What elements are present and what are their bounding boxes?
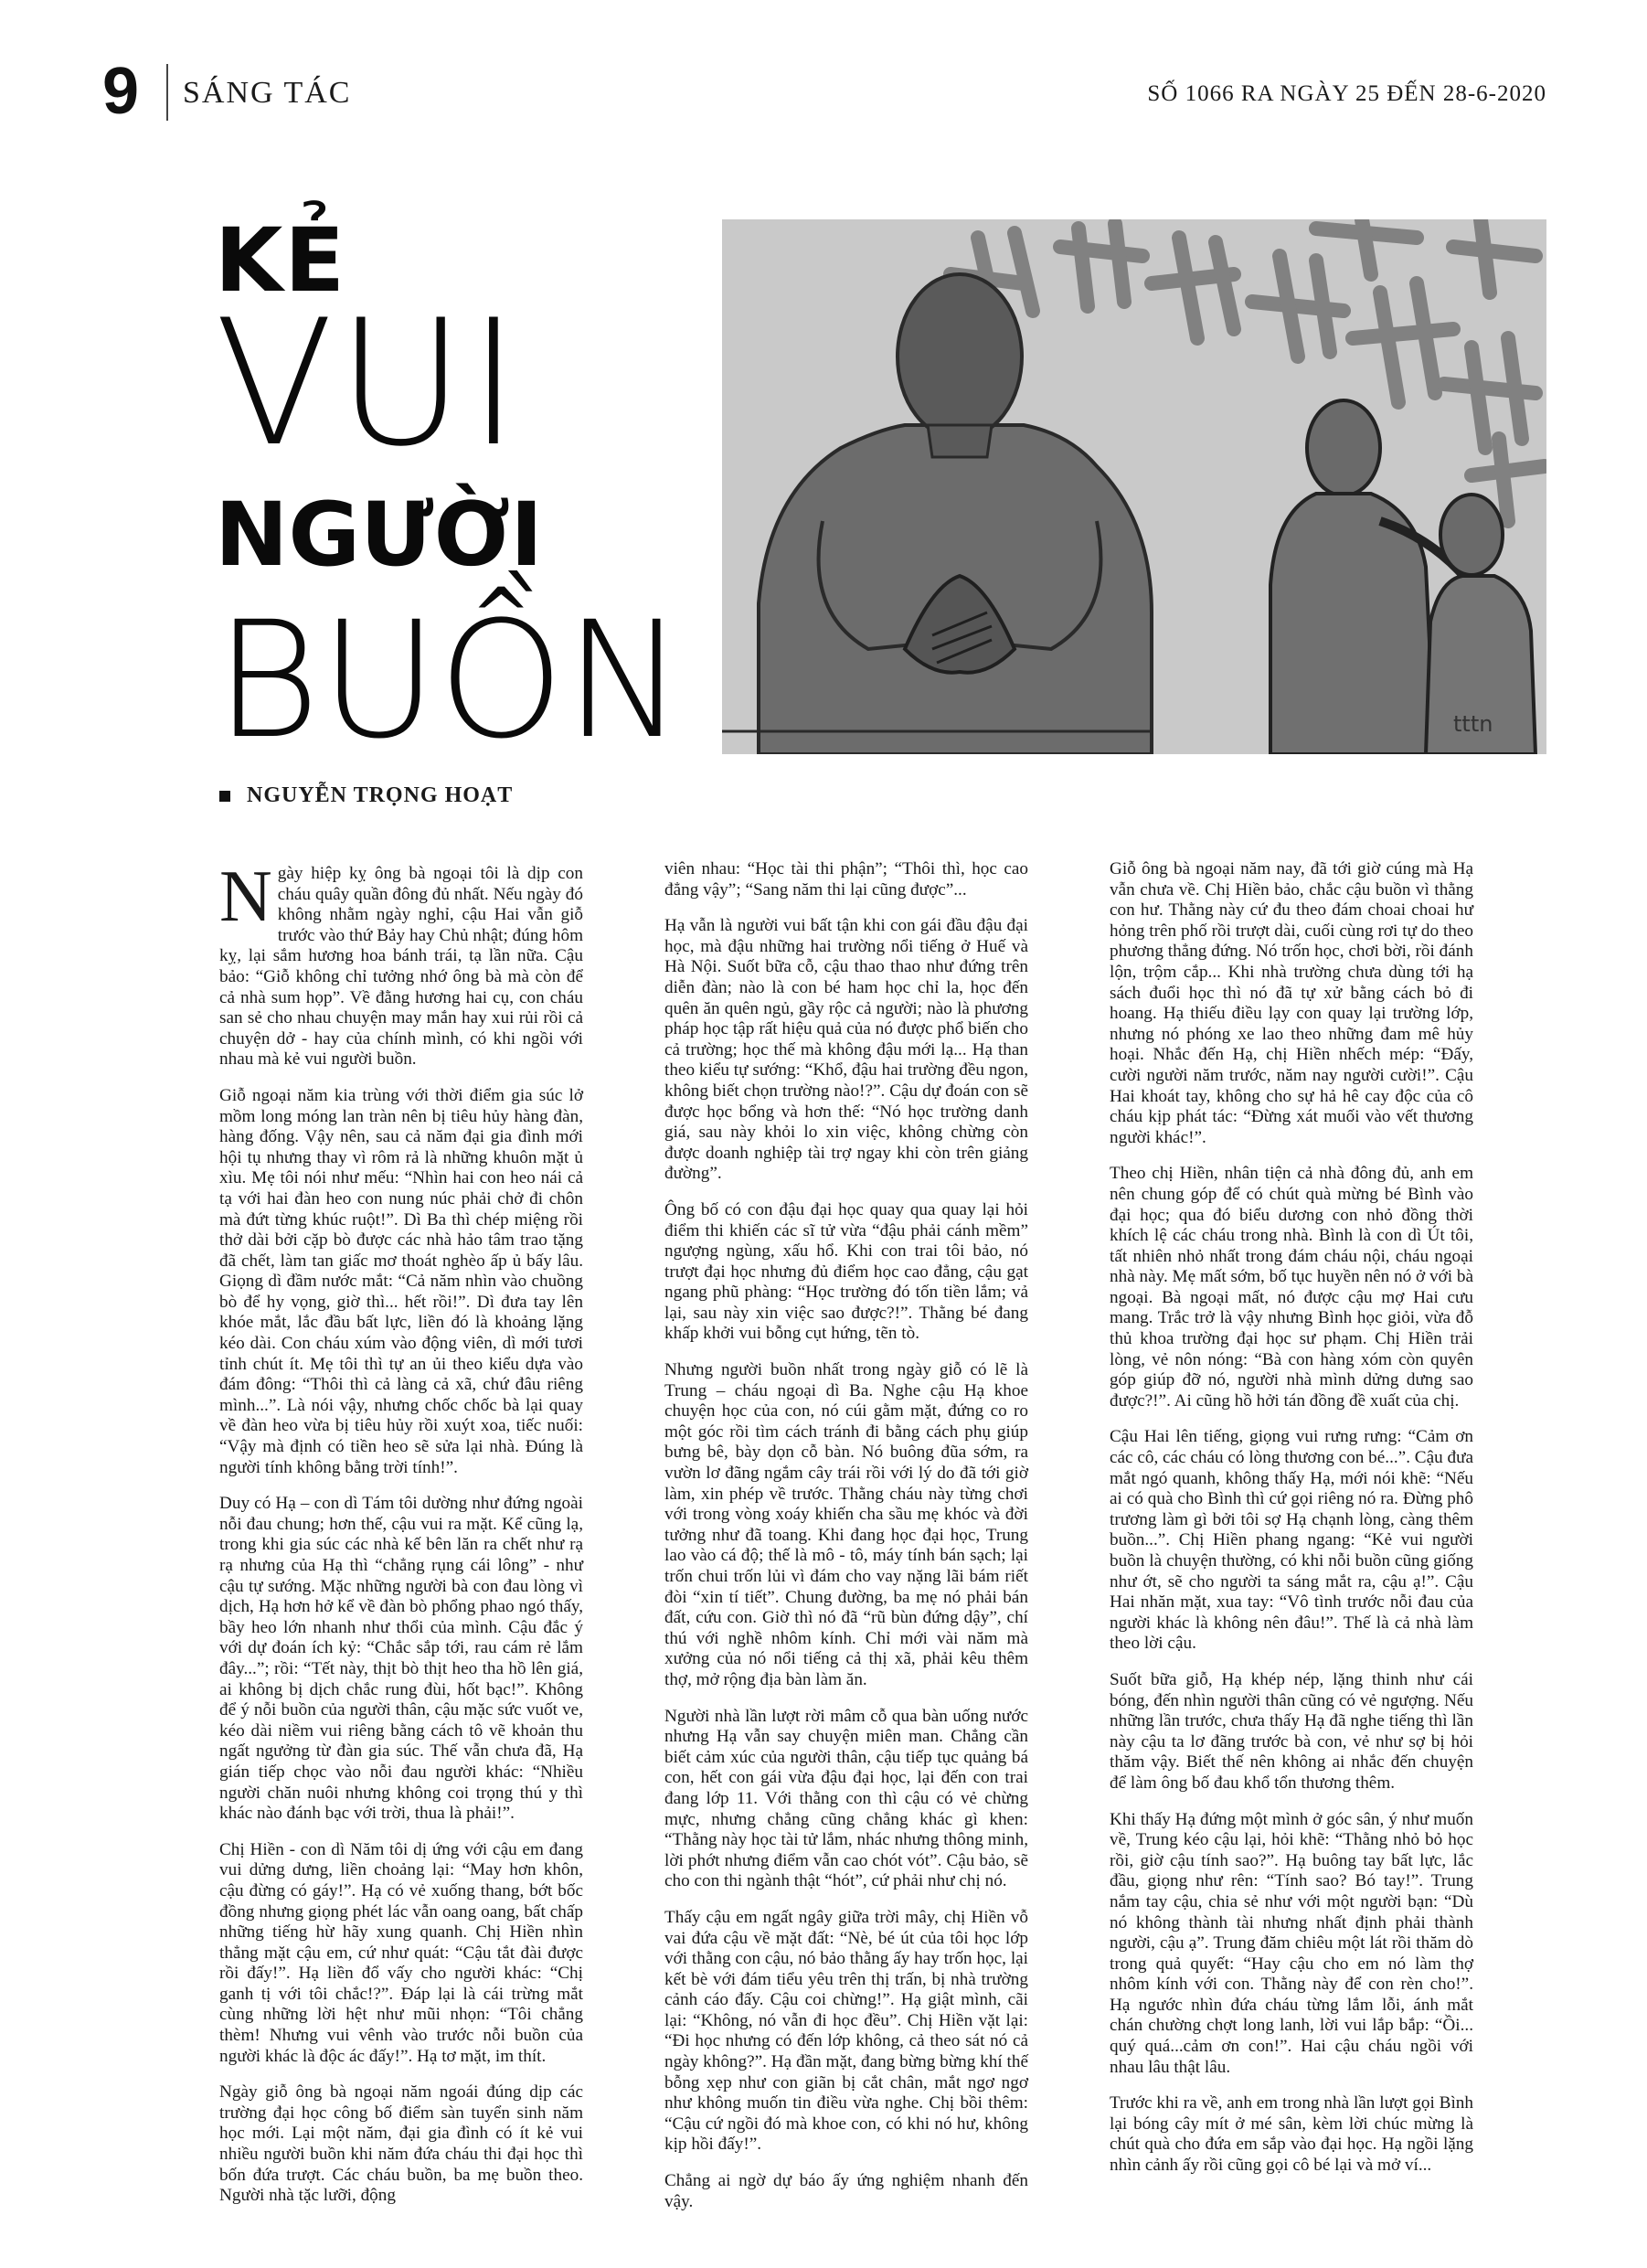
paragraph: Khi thấy Hạ đứng một mình ở góc sân, ý như muốn về, Trung kéo cậu lại, hỏi khẽ: “Thằng nhỏ bỏ học rồi, giờ cậu tính sao?”. Hạ buông tay bất lực, lắc đầu, giọng như rên: “Tính sao? Bó tay!”. Trung nắm tay cậu, chia sẻ như với một người bạn: “Dù nó không thành tài nhưng nhất định phải thành người, cậu ạ”. Trung đăm chiêu một lát rồi thăm dò trong quả quyết: “Hay cậu cho em nó làm thợ nhôm kính với con. Thằng này để con rèn cho!”. Hạ ngước nhìn đứa cháu từng lắm lỗi, ánh mắt chán chường chợt long lanh, lời vui lắp bắp: “Ồi... quý quá...cảm ơn con!”. Hai cậu cháu ngồi với nhau lâu thật lâu.	[1110, 1809, 1473, 2077]
paragraph: Thấy cậu em ngất ngây giữa trời mây, chị Hiền vỗ vai đứa cậu về mặt đất: “Nè, bé út của tôi học lớp với thằng con cậu, nó bảo thằng ấy hay trốn học, lại kết bè với đám tiểu yêu trên thị trấn, bị nhà trường cảnh cáo đấy. Cậu coi chừng!”. Hạ giật mình, cãi lại: “Không, nó vẫn đi học đều”. Chị Hiền vặt lại: “Đi học nhưng có đến lớp không, cả theo sát nó cả ngày không?”. Hạ đần mặt, đang bừng bừng khí thế bỗng xẹp như con giãn bị cắt chân, mắt ngơ ngơ như không muốn tin điều vừa nghe. Chị bồi thêm: “Cậu cứ ngồi đó mà khoe con, có khi nó hư, không kịp hồi đấy!”.	[664, 1907, 1028, 2155]
byline	[219, 782, 513, 809]
paragraph: Nhưng người buồn nhất trong ngày giỗ có lẽ là Trung – cháu ngoại dì Ba. Nghe cậu Hạ khoe chuyện học của con, nó cúi gằm mặt, đứng co ro một góc rồi tìm cách tránh đi bằng cách phụ giúp bưng bê, bày dọn cỗ bàn. Nó buông đũa sớm, ra vườn lơ đãng ngắm cây trái rồi với lý do đã tới giờ làm, xin phép về trước. Thằng cháu này từng chơi với trong vòng xoáy khiến cha sầu mẹ khóc và đời tưởng như đã toang. Khi đang học đại học, Trung lao vào cá độ; thế là mô - tô, máy tính bán sạch; lại trốn chui trốn lủi vì đám cho vay nặng lãi bám riết đòi “xin tí tiết”. Chung đường, ba mẹ nó phải bán đất, cứu con. Giờ thì nó đã “rũ bùn đứng dậy”, chí thú với nghề nhôm kính. Chỉ mới vài năm mà xưởng của nó nổi tiếng cả thị xã, phải kêu thêm thợ, mở rộng địa bàn làm ăn.	[664, 1360, 1028, 1689]
text-column-3	[1110, 859, 1473, 2192]
paragraph: Người nhà lần lượt rời mâm cỗ qua bàn uống nước nhưng Hạ vẫn say chuyện miên man. Chẳng cần biết cảm xúc của người thân, cậu tiếp tục quảng bá con, hết con gái vừa đậu đại học, lại đến con trai đang lớp 11. Với thằng con thì cậu có vẻ chừng mực, nhưng chẳng cũng chẳng khác gì khen: “Thằng này học tài tử lắm, nhác nhưng thông minh, lời phớt nhưng điểm vẫn cao chót vót”. Cậu bảo, sẽ cho con thi ngành thật “hót”, cứ phải như chị nó.	[664, 1706, 1028, 1891]
section-name: SÁNG TÁC	[183, 76, 352, 110]
drop-cap: N	[219, 857, 272, 937]
title-line-2: VUI	[215, 282, 524, 484]
paragraph: Suốt bữa giỗ, Hạ khép nép, lặng thinh như cái bóng, đến nhìn người thân cũng có vẻ ngượng. Nếu những lần trước, chưa thấy Hạ đã nghe tiếng thì lần này cậu ta lơ đãng trước bà con, vẻ như sợ bị hỏi thăm vậy. Biết thế nên không ai nhắc đến chuyện để làm ông bố đau khổ tổn thương thêm.	[1110, 1669, 1473, 1793]
illustration-signature: tttn	[1453, 711, 1493, 737]
paragraph: Chẳng ai ngờ dự báo ấy ứng nghiệm nhanh đến vậy.	[664, 2171, 1028, 2211]
paragraph: Trước khi ra về, anh em trong nhà lần lượt gọi Bình lại bóng cây mít ở mé sân, kèm lời chúc mừng là chút quà cho đứa em sắp vào đại học. Hạ ngồi lặng nhìn cảnh ấy rồi cũng gọi cô bé lại và mở ví...	[1110, 2093, 1473, 2176]
issue-info: SỐ 1066 RA NGÀY 25 ĐẾN 28-6-2020	[1147, 81, 1546, 106]
title-line-1: KẺ	[215, 209, 346, 312]
paragraph: Ngày giỗ ông bà ngoại năm ngoái đúng dịp các trường đại học công bố điểm sàn tuyển sinh năm học mới. Lại một năm, đại gia đình có ít kẻ vui nhiều người buồn khi năm đứa cháu thi đại học thì bốn đứa trượt. Các cháu buồn, ba mẹ buồn theo. Người nhà tặc lưỡi, động	[219, 2082, 583, 2206]
paragraph-text: gày hiệp kỵ ông bà ngoại tôi là dịp con cháu quây quần đông đủ nhất. Nếu ngày đó không nhằm ngày nghỉ, cậu Hai vẫn giỗ trước vào thứ Bảy hay Chủ nhật; đúng hôm kỵ, lại sắm hương hoa bánh trái, tạ lần nữa. Cậu bảo: “Giỗ không chỉ tưởng nhớ ông bà mà còn để cả nhà sum họp”. Về đằng hương hai cụ, con cháu san sẻ cho nhau chuyện may mắn hay xui rủi rồi cả chuyện dở - hay của chính mình, có khi ngồi với nhau mà kẻ vui người buồn.	[219, 864, 583, 1070]
page-header	[0, 55, 1647, 128]
byline-marker	[219, 791, 230, 802]
paragraph: Theo chị Hiền, nhân tiện cả nhà đông đủ, anh em nên chung góp để có chút quà mừng bé Bình vào đại học; qua đó biểu dương con nhỏ đồng thời khích lệ các cháu trong nhà. Bình là con dì Út tôi, tất nhiên nhỏ nhất trong đám cháu nội, cháu ngoại nhà này. Mẹ mất sớm, bố tục huyền nên nó ở với bà ngoại. Bà ngoại mất, nó được cậu mợ Hai cưu mang. Trắc trở là vậy nhưng Bình học giỏi, vừa đỗ thủ khoa trường đại học sư phạm. Chị Hiền trải lòng, vẻ nôn nóng: “Bà con hàng xóm còn quyên góp giúp đỡ nó, người nhà mình dửng dưng sao được?!”. Ai cũng hồ hởi tán đồng đề xuất của chị.	[1110, 1164, 1473, 1411]
paragraph: Ông bố có con đậu đại học quay qua quay lại hỏi điểm thi khiến các sĩ tử vừa “đậu phải cánh mềm” ngượng ngùng, xấu hổ. Khi con trai tôi bảo, nó trượt đại học nhưng đủ điểm học cao đẳng, cậu gạt ngang phũ phàng: “Học trường đó tốn tiền lắm; vả lại, sau này xin việc sao được?!”. Thằng bé đang khấp khởi vui bỗng cụt hứng, tẽn tò.	[664, 1199, 1028, 1344]
paragraph: Chị Hiền - con dì Năm tôi dị ứng với cậu em đang vui dửng dưng, liền choảng lại: “May hơn khôn, cậu đừng có gáy!”. Hạ có vẻ xuống thang, bớt bốc đồng nhưng giọng phét lác vẫn oang oang, bất chấp những tiếng hừ hãy xung quanh. Chị Hiền nhìn thẳng mặt cậu em, cứ như quát: “Cậu tắt đài được rồi đấy!”. Hạ liền đổ vấy cho người khác: “Chị ganh tị với tôi chắc!?”. Đáp lại là cái trừng mắt cùng những lời hệt như mũi nhọn: “Tôi chẳng thèm! Nhưng vui vênh vào trước nỗi buồn của người khác là độc ác đấy!”. Hạ tơ mặt, im thít.	[219, 1839, 583, 2066]
title-line-3: NGƯỜI	[215, 484, 543, 586]
paragraph: Hạ vẫn là người vui bất tận khi con gái đầu đậu đại học, mà đậu những hai trường nổi tiếng ở Huế và Hà Nội. Suốt bữa cỗ, cậu thao thao như đứng trên diễn đàn; nào là con bé ham học chỉ la, học đến quên ăn quên ngủ, gầy rộc cả người; nào là phương pháp học tập rất hiệu quả của nó được phổ biến cho cả trường; học thế mà không đậu mới lạ... Hạ than theo kiểu tự sướng: “Khổ, đậu hai trường đều ngon, không biết chọn trường nào!?”. Cậu dự đoán con sẽ được học bổng và hơn thế: “Nó học trường danh giá, sau này khỏi lo xin việc, không chừng còn được doanh nghiệp tài trợ ngay khi còn trên giảng đường”.	[664, 916, 1028, 1184]
story-illustration	[722, 219, 1546, 754]
paragraph	[219, 857, 583, 1070]
paragraph: Duy có Hạ – con dì Tám tôi dường như đứng ngoài nỗi đau chung; hơn thế, cậu vui ra mặt. Kể cũng lạ, trong khi gia súc các nhà kế bên lăn ra chết như rạ rạ nhưng của Hạ thì “chẳng rụng cái lông” - như cậu tự sướng. Mặc những người bà con đau lòng vì dịch, Hạ hơn hở kể về đàn bò phổng phao ngó thấy, bầy heo lớn nhanh như thổi của mình. Cậu đắc ý với dự đoán ích kỷ: “Chắc sắp tới, rau cám rẻ lắm đây...”; rồi: “Tết này, thịt bò thịt heo tha hồ lên giá, ai không bị dịch chắc rung đùi, hốt bạc!”. Không để ý nỗi buồn của người thân, cậu mặc sức vuốt ve, kéo dài niềm vui riêng bằng cách tô vẽ khoản thu ngất ngưởng từ đàn gia súc. Thế vẫn chưa đã, Hạ gián tiếp chọc vào nỗi đau người khác: “Nhiều người chăn nuôi nhưng không coi trọng thú y thì khác nào đánh bạc với trời, thua là phải!”.	[219, 1494, 583, 1824]
paragraph: Giỗ ngoại năm kia trùng với thời điểm gia súc lở mồm long móng lan tràn nên bị tiêu hủy hàng đàn, hàng đống. Vậy nên, sau cả năm đại gia đình mới hội tụ nhưng thay vì rôm rả là những khuôn mặt ủ xìu. Mẹ tôi nói như mếu: “Nhìn hai con heo nái cả tạ với hai đàn heo con nung núc phải chở đi chôn mà đứt từng khúc ruột!”. Dì Ba thì chép miệng rồi thở dài bởi cặp bò được các nhà hảo tâm trao tặng đã chết, làm tan giấc mơ thoát nghèo ấp ủ bấy lâu. Giọng dì đầm nước mắt: “Cả năm nhìn vào chuồng bò để hy vọng, giờ thì... hết rồi!”. Dì đưa tay lên khóe mắt, lắc đầu bất lực, liền đó là khoảng lặng kéo dài. Con cháu xúm vào động viên, dì mới tươi tỉnh chút ít. Mẹ tôi thì tự an ủi theo kiểu dựa vào đám đông: “Thôi thì cả làng cả xã, chứ đâu riêng mình...”. Là nói vậy, nhưng chốc chốc bà lại quay về đàn heo vừa bị tiêu hủy rồi xuýt xoa, tiếc nuối: “Vậy mà định có tiền heo sẽ sửa lại nhà. Đúng là người tính không bằng trời tính!”.	[219, 1085, 583, 1477]
header-divider	[166, 64, 168, 121]
paragraph: viên nhau: “Học tài thi phận”; “Thôi thì, học cao đẳng vậy”; “Sang năm thi lại cũng được”...	[664, 859, 1028, 900]
author-name: NGUYỄN TRỌNG HOẠT	[247, 783, 514, 807]
text-column-2	[664, 859, 1028, 2228]
paragraph: Cậu Hai lên tiếng, giọng vui rưng rưng: “Cảm ơn các cô, các cháu có lòng thương con bé...”. Cậu đưa mắt ngó quanh, không thấy Hạ, mới nói khẽ: “Nếu ai có quà cho Bình thì cứ gọi riêng nó ra. Đừng phô trương làm gì bởi tôi sợ Hạ chạnh lòng, càng thêm buồn...”. Chị Hiền phang ngang: “Kẻ vui người buồn là chuyện thường, có khi nỗi buồn cũng giống như ớt, sẽ cho người ta sáng mắt ra, cậu ạ!”. Cậu Hai nhăn mặt, xua tay: “Vô tình trước nỗi đau của người khác là không nên đâu!”. Thế là cả nhà làm theo lời cậu.	[1110, 1427, 1474, 1654]
text-column-1	[219, 857, 583, 2222]
paragraph: Giỗ ông bà ngoại năm nay, đã tới giờ cúng mà Hạ vẫn chưa về. Chị Hiền bảo, chắc cậu buồn vì thằng con hư. Thằng này cứ đu theo đám choai choai hư hỏng trên phố rồi trượt dài, cuối cùng rơi tự do theo phương thẳng đứng. Nó trốn học, chơi bời, rồi đánh lộn, trộm cắp... Khi nhà trường chưa dùng tới hạ sách đuổi học thì nó đã tự xử bằng cách bỏ đi hoang. Hạ thiếu điều lạy con quay lại trường lớp, nhưng nó phóng xe lao theo những đam mê hủy hoại. Nhắc đến Hạ, chị Hiền nhếch mép: “Đấy, cười người năm trước, năm nay người cười!”. Cậu Hai khoát tay, không cho sự hả hê cay độc của cô cháu kịp phát tác: “Đừng xát muối vào vết thương người khác!”.	[1110, 859, 1473, 1147]
title-line-4: BUỒN	[215, 587, 685, 774]
page-number: 9	[102, 55, 140, 128]
